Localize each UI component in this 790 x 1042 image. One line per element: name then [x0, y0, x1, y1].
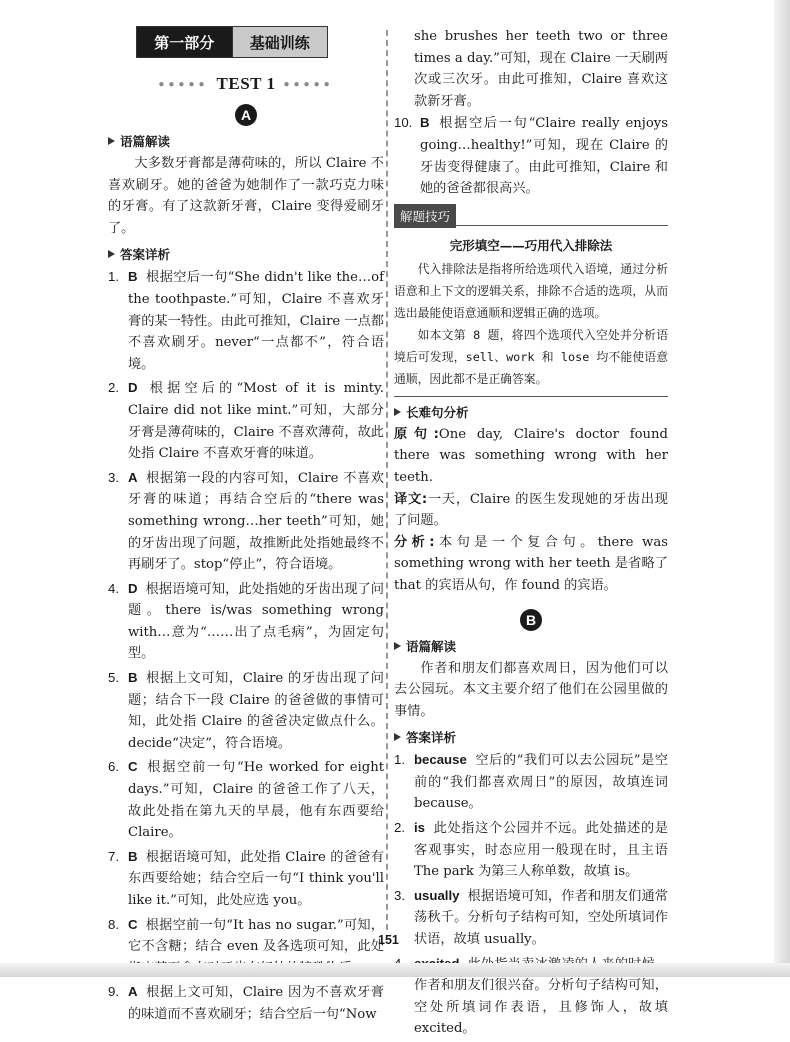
item-number: 10. [394, 115, 413, 131]
answer-key: is [414, 820, 425, 836]
banner-part: 第一部分 [137, 27, 232, 57]
analysis-label: 分析: [394, 534, 435, 550]
answer-key: because [414, 752, 467, 768]
reading-heading-label: 语篇解读 [406, 638, 457, 654]
answers-heading-label: 答案详析 [406, 730, 457, 746]
tips-end-rule [394, 396, 668, 397]
tips-paragraph-2: 如本文第 8 题，将四个选项代入空处并分析语境后可发现，sell、work 和 lose 均不能使语意通顺，因此都不是正确答案。 [394, 327, 668, 386]
test-title: TEST 1 [216, 74, 276, 93]
item-number: 1. [108, 269, 119, 285]
passage-b-badge: B [520, 609, 542, 631]
answer-key: D [128, 580, 138, 596]
answer-explanation: 根据语境可知，此处指她的牙齿出现了问题。there is/was something wrong with…意为“……出了点毛病”，为固定句型。 [128, 581, 384, 662]
answer-list-a [108, 266, 384, 1025]
answer-explanation: 根据上文可知，Claire 的牙齿出现了问题；结合下一段 Claire 的爸爸做的事情可知，此处指 Claire 的爸爸决定做点什么。decide“决定”，符合语境。 [128, 671, 384, 751]
answer-key: B [420, 115, 430, 131]
answers-heading-label: 答案详析 [120, 247, 171, 263]
answer-explanation: 根据空前一句“He worked for eight days.”可知，Claire 的爸爸工作了八天，故此处指在第九天的早晨，他有东西要给 Claire。 [128, 760, 384, 841]
item-number: 8. [108, 916, 119, 932]
triangle-bullet-icon [394, 642, 401, 650]
section-banner [136, 26, 328, 58]
reading-heading-b [394, 637, 668, 655]
dots-left: ●●●●● [158, 78, 209, 90]
original-text: One day, Claire's doctor found there was something wrong with her teeth. [394, 426, 668, 485]
item-number: 2. [394, 820, 405, 836]
test-title-row [108, 72, 384, 96]
original-label: 原句: [394, 426, 439, 442]
analysis-text: 本句是一个复合句。there was something wrong with her teeth 是省略了 that 的宾语从句，作 found 的宾语。 [394, 534, 668, 593]
item-number: 5. [108, 670, 119, 686]
right-column [394, 26, 668, 1042]
answer-item [394, 885, 668, 951]
banner-title: 基础训练 [232, 27, 328, 57]
answer-key: B [128, 848, 138, 864]
item-number: 1. [394, 752, 405, 768]
reading-summary-b: 作者和朋友们都喜欢周日，因为他们可以去公园玩。本文主要介绍了他们在公园里做的事情。 [394, 660, 668, 719]
passage-a-badge: A [235, 104, 257, 126]
item-number: 3. [108, 469, 119, 485]
answer-explanation: 空后的“我们可以去公园玩”是空前的“我们都喜欢周日”的原因，故填连词 because。 [414, 753, 668, 812]
answer-key: B [128, 670, 138, 686]
triangle-bullet-icon [108, 137, 115, 145]
long-sentence-heading [394, 403, 668, 421]
answer-item [108, 467, 384, 576]
answer-explanation: 根据空后的“Most of it is minty. Claire did not like mint.”可知，大部分牙膏是薄荷味的，Claire 不喜欢薄荷，故此处指 Claire 不喜欢牙膏的味道。 [128, 381, 384, 462]
column-divider [386, 30, 388, 930]
answer-item [108, 981, 384, 1025]
tips-title: 完形填空——巧用代入排除法 [449, 237, 613, 253]
answer-explanation: 根据语境可知，此处指 Claire 的爸爸有东西要给她；结合空后一句“I think you'll like it.”可知，此处应选 you。 [128, 849, 384, 908]
item-number: 4. [108, 580, 119, 596]
item-number: 2. [108, 380, 119, 396]
analysis [394, 532, 668, 597]
answer-explanation: 根据第一段的内容可知，Claire 不喜欢牙膏的味道；再结合空后的“there was something wrong…her teeth”可知，她的牙齿出现了问题，故推断此处指她最终不再刷牙了。stop“停止”，符合语境。 [128, 470, 384, 573]
translation-text: 一天，Claire 的医生发现她的牙齿出现了问题。 [394, 491, 668, 529]
page-number: 151 [378, 933, 399, 947]
answer-item [108, 377, 384, 464]
answer-item [394, 749, 668, 815]
answer-key: usually [414, 887, 460, 903]
triangle-bullet-icon [394, 733, 401, 741]
answer-list-b [394, 749, 668, 1040]
original-sentence [394, 424, 668, 489]
answer-explanation: 根据空前一句“It has no sugar.”可知，它不含糖；结合 even 及各选项可知，此处 [128, 917, 384, 955]
tips-header [394, 204, 668, 228]
tips-paragraph-1: 代入排除法是指将所给选项代入语境，通过分析语意和上下文的逻辑关系，排除不合适的选项，从而选出最能使语意通顺和逻辑正确的选项。 [394, 261, 668, 320]
translation [394, 489, 668, 532]
reading-summary-a: 大多数牙膏都是薄荷味的，所以 Claire 不喜欢刷牙。她的爸爸为她制作了一款巧克力味的牙膏。有了这款新牙膏，Claire 变得爱刷牙了。 [108, 156, 384, 236]
answer-item [108, 846, 384, 912]
reading-heading-a [108, 132, 384, 150]
tips-rule [456, 224, 668, 226]
triangle-bullet-icon [394, 408, 401, 416]
answer-item [108, 756, 384, 843]
answers-heading-a [108, 245, 384, 263]
left-column [108, 26, 384, 1028]
answer-key: C [128, 916, 138, 932]
answer-key: A [128, 984, 138, 1000]
answer-item [108, 667, 384, 754]
answer-item [108, 266, 384, 375]
item-number: 7. [108, 848, 119, 864]
item-number: 3. [394, 887, 405, 903]
answer-9-continued: she brushes her teeth two or three times a day.”可知，现在 Claire 一天刷两次或三次牙。由此可推知，Claire 喜欢这款新牙膏。 [414, 29, 668, 109]
dots-right: ●●●●● [283, 78, 334, 90]
answers-heading-b [394, 728, 668, 746]
answer-explanation: 作者和朋友们很兴奋。分析句子结构可知，空处所填词作表语，且修饰人，故填 excited。 [414, 978, 668, 1037]
answer-key: C [128, 759, 138, 775]
answer-item [394, 817, 668, 883]
reading-heading-label: 语篇解读 [120, 134, 171, 149]
triangle-bullet-icon [108, 250, 115, 258]
page-edge-shadow-right [774, 0, 790, 977]
answer-item [108, 578, 384, 665]
long-sentence-heading-label: 长难句分析 [406, 404, 469, 420]
answer-item [394, 112, 668, 199]
answer-explanation: 根据上文可知，Claire 因为不喜欢牙膏的味道而不喜欢刷牙；结合空后一句“Now [128, 985, 384, 1022]
answer-key: B [128, 269, 138, 285]
answer-explanation: 根据空后一句“Claire really enjoys going…healthy!”可知，现在 Claire 的牙齿变得健康了。由此可推知，Claire 和她的爸爸都很高兴。 [420, 116, 668, 197]
translation-label: 译文: [394, 491, 428, 507]
page-edge-shadow-bottom [0, 963, 790, 977]
answer-explanation: 根据语境可知，作者和朋友们通常荡秋千。分析句子结构可知，空处所填词作状语，故填 usually。 [414, 888, 668, 948]
answer-key: D [128, 380, 138, 396]
answer-explanation: 根据空后一句“She didn't like the…of the toothpaste.”可知，Claire 不喜欢牙膏的某一特性。由此可推知，Claire 一点都不喜欢刷牙。never“一点都不”，符合语境。 [128, 270, 384, 372]
item-number: 9. [108, 984, 119, 1000]
item-number: 6. [108, 759, 119, 775]
answer-key: A [128, 469, 138, 485]
answer-explanation: 此处指这个公园并不远。此处描述的是客观事实，时态应用一般现在时，且主语 The park 为第三人称单数，故填 is。 [414, 821, 668, 880]
tips-tab: 解题技巧 [394, 204, 456, 228]
